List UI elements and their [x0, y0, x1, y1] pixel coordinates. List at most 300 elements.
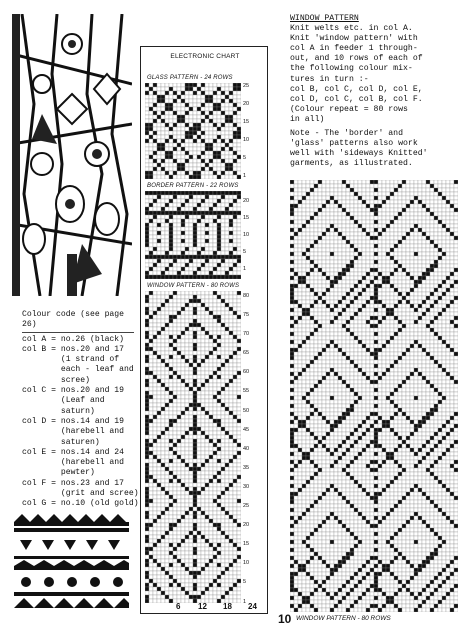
grid-cell [169, 435, 173, 439]
grid-cell [177, 591, 181, 595]
grid-cell [185, 527, 189, 531]
grid-cell [169, 211, 173, 215]
grid-cell [442, 196, 446, 200]
grid-cell [165, 263, 169, 267]
grid-cell [205, 99, 209, 103]
grid-cell [338, 272, 342, 276]
grid-cell [422, 256, 426, 260]
grid-cell [422, 316, 426, 320]
grid-cell [229, 275, 233, 279]
grid-cell [149, 435, 153, 439]
grid-cell [225, 211, 229, 215]
grid-cell [209, 511, 213, 515]
grid-cell [446, 220, 450, 224]
grid-cell [217, 463, 221, 467]
grid-cell [237, 403, 241, 407]
grid-cell [169, 479, 173, 483]
grid-cell [165, 83, 169, 87]
grid-cell [318, 204, 322, 208]
grid-cell [197, 411, 201, 415]
grid-cell [290, 240, 294, 244]
grid-cell [145, 267, 149, 271]
grid-cell [434, 312, 438, 316]
grid-cell [169, 467, 173, 471]
grid-cell [185, 543, 189, 547]
grid-cell [201, 431, 205, 435]
grid-cell [450, 352, 454, 356]
grid-cell [318, 300, 322, 304]
grid-cell [290, 236, 294, 240]
grid-cell [193, 87, 197, 91]
grid-cell [165, 207, 169, 211]
grid-cell [418, 220, 422, 224]
grid-cell [169, 91, 173, 95]
grid-cell [145, 383, 149, 387]
grid-cell [334, 192, 338, 196]
grid-cell [358, 228, 362, 232]
grid-cell [161, 383, 165, 387]
grid-cell [165, 539, 169, 543]
grid-cell [197, 567, 201, 571]
grid-cell [185, 551, 189, 555]
grid-cell [177, 335, 181, 339]
grid-cell [181, 511, 185, 515]
grid-cell [442, 336, 446, 340]
grid-cell [201, 395, 205, 399]
grid-cell [450, 236, 454, 240]
grid-cell [225, 151, 229, 155]
grid-cell [197, 563, 201, 567]
grid-cell [197, 247, 201, 251]
grid-cell [193, 503, 197, 507]
grid-cell [157, 227, 161, 231]
grid-cell [189, 527, 193, 531]
grid-cell [442, 312, 446, 316]
grid-cell [338, 284, 342, 288]
grid-cell [165, 347, 169, 351]
grid-cell [213, 559, 217, 563]
grid-cell [338, 184, 342, 188]
grid-cell [442, 288, 446, 292]
grid-cell [386, 284, 390, 288]
grid-cell [173, 307, 177, 311]
grid-cell [410, 340, 414, 344]
grid-cell [205, 87, 209, 91]
grid-cell [450, 288, 454, 292]
grid-cell [209, 239, 213, 243]
grid-cell [209, 519, 213, 523]
grid-cell [217, 459, 221, 463]
grid-cell [149, 591, 153, 595]
grid-cell [165, 319, 169, 323]
grid-cell [189, 539, 193, 543]
grid-cell [197, 83, 201, 87]
grid-cell [298, 232, 302, 236]
grid-cell [209, 235, 213, 239]
grid-cell [298, 360, 302, 364]
grid-cell [322, 272, 326, 276]
grid-cell [394, 216, 398, 220]
grid-cell [442, 256, 446, 260]
grid-cell [173, 583, 177, 587]
grid-cell [334, 324, 338, 328]
grid-cell [237, 451, 241, 455]
grid-cell [310, 260, 314, 264]
grid-cell [217, 203, 221, 207]
grid-cell [149, 363, 153, 367]
grid-cell [390, 300, 394, 304]
grid-cell [201, 435, 205, 439]
grid-cell [181, 359, 185, 363]
grid-cell [145, 127, 149, 131]
grid-cell [213, 215, 217, 219]
grid-cell [237, 515, 241, 519]
grid-cell [173, 491, 177, 495]
grid-cell [209, 367, 213, 371]
grid-cell [398, 336, 402, 340]
grid-cell [189, 463, 193, 467]
grid-cell [290, 256, 294, 260]
grid-cell [334, 188, 338, 192]
grid-cell [169, 535, 173, 539]
grid-cell [394, 360, 398, 364]
grid-cell [209, 407, 213, 411]
grid-cell [169, 455, 173, 459]
grid-cell [177, 371, 181, 375]
note-line: well with 'sideways Knitted' [290, 149, 428, 159]
grid-cell [173, 579, 177, 583]
grid-cell [157, 95, 161, 99]
grid-cell [233, 163, 237, 167]
grid-cell [346, 280, 350, 284]
grid-cell [237, 83, 241, 87]
grid-cell [402, 248, 406, 252]
grid-cell [209, 103, 213, 107]
grid-cell [189, 203, 193, 207]
grid-cell [306, 204, 310, 208]
grid-cell [370, 292, 374, 296]
grid-cell [161, 143, 165, 147]
grid-cell [406, 352, 410, 356]
grid-cell [454, 248, 458, 252]
grid-cell [189, 579, 193, 583]
grid-cell [358, 324, 362, 328]
grid-cell [153, 479, 157, 483]
grid-cell [149, 595, 153, 599]
grid-cell [233, 591, 237, 595]
grid-cell [302, 360, 306, 364]
grid-cell [213, 259, 217, 263]
grid-cell [213, 487, 217, 491]
grid-cell [229, 271, 233, 275]
grid-cell [338, 356, 342, 360]
grid-cell [378, 308, 382, 312]
grid-cell [366, 228, 370, 232]
grid-cell [233, 451, 237, 455]
grid-cell [173, 435, 177, 439]
grid-cell [145, 167, 149, 171]
grid-cell [350, 340, 354, 344]
grid-cell [233, 267, 237, 271]
grid-cell [213, 419, 217, 423]
grid-cell [197, 379, 201, 383]
grid-cell [173, 571, 177, 575]
grid-cell [406, 264, 410, 268]
grid-cell [173, 407, 177, 411]
grid-cell [185, 315, 189, 319]
grid-cell [346, 204, 350, 208]
grid-cell [366, 340, 370, 344]
grid-cell [326, 280, 330, 284]
grid-cell [213, 551, 217, 555]
grid-cell [322, 328, 326, 332]
window-tick: 55 [243, 388, 250, 395]
grid-cell [438, 320, 442, 324]
grid-cell [290, 320, 294, 324]
grid-cell [342, 212, 346, 216]
grid-cell [410, 324, 414, 328]
grid-cell [302, 260, 306, 264]
grid-cell [217, 303, 221, 307]
grid-cell [229, 431, 233, 435]
grid-cell [390, 348, 394, 352]
grid-cell [310, 356, 314, 360]
grid-cell [237, 383, 241, 387]
grid-cell [350, 360, 354, 364]
grid-cell [145, 487, 149, 491]
grid-cell [177, 299, 181, 303]
grid-cell [169, 135, 173, 139]
grid-cell [310, 232, 314, 236]
grid-cell [217, 539, 221, 543]
grid-cell [330, 292, 334, 296]
grid-cell [173, 203, 177, 207]
grid-cell [350, 184, 354, 188]
grid-cell [193, 411, 197, 415]
grid-cell [189, 163, 193, 167]
grid-cell [414, 184, 418, 188]
grid-cell [201, 511, 205, 515]
grid-cell [390, 352, 394, 356]
grid-cell [382, 300, 386, 304]
grid-cell [350, 280, 354, 284]
grid-cell [446, 280, 450, 284]
grid-cell [418, 212, 422, 216]
grid-cell [390, 252, 394, 256]
grid-cell [346, 332, 350, 336]
grid-cell [306, 324, 310, 328]
grid-cell [370, 300, 374, 304]
grid-cell [197, 383, 201, 387]
grid-cell [346, 340, 350, 344]
grid-cell [201, 359, 205, 363]
grid-cell [197, 403, 201, 407]
grid-cell [430, 252, 434, 256]
grid-cell [165, 135, 169, 139]
grid-cell [217, 483, 221, 487]
grid-cell [350, 216, 354, 220]
grid-cell [322, 196, 326, 200]
grid-cell [197, 587, 201, 591]
grid-cell [209, 595, 213, 599]
grid-cell [217, 243, 221, 247]
grid-cell [221, 391, 225, 395]
grid-cell [201, 355, 205, 359]
grid-cell [322, 280, 326, 284]
grid-cell [454, 296, 458, 300]
grid-cell [197, 375, 201, 379]
grid-cell [161, 567, 165, 571]
grid-cell [418, 360, 422, 364]
grid-cell [161, 131, 165, 135]
grid-cell [306, 364, 310, 368]
grid-cell [213, 567, 217, 571]
grid-cell [165, 507, 169, 511]
grid-cell [450, 292, 454, 296]
grid-cell [342, 192, 346, 196]
grid-cell [378, 360, 382, 364]
grid-cell [205, 579, 209, 583]
grid-cell [237, 555, 241, 559]
grid-cell [298, 292, 302, 296]
grid-cell [217, 587, 221, 591]
grid-cell [438, 312, 442, 316]
grid-cell [169, 95, 173, 99]
grid-cell [358, 312, 362, 316]
grid-cell [185, 319, 189, 323]
grid-cell [378, 344, 382, 348]
grid-cell [290, 228, 294, 232]
grid-cell [233, 495, 237, 499]
colour-code-line: col F = nos.23 and 17 [22, 478, 124, 488]
grid-cell [233, 331, 237, 335]
grid-cell [302, 296, 306, 300]
grid-cell [454, 292, 458, 296]
grid-cell [205, 251, 209, 255]
grid-cell [189, 555, 193, 559]
grid-cell [233, 123, 237, 127]
grid-cell [237, 399, 241, 403]
grid-cell [161, 503, 165, 507]
grid-cell [189, 351, 193, 355]
grid-cell [193, 227, 197, 231]
grid-cell [330, 200, 334, 204]
grid-cell [165, 255, 169, 259]
grid-cell [225, 547, 229, 551]
grid-cell [193, 463, 197, 467]
grid-cell [177, 195, 181, 199]
grid-cell [145, 327, 149, 331]
grid-cell [217, 275, 221, 279]
grid-cell [398, 232, 402, 236]
grid-cell [233, 579, 237, 583]
grid-cell [173, 91, 177, 95]
grid-cell [450, 240, 454, 244]
grid-cell [402, 324, 406, 328]
grid-cell [418, 324, 422, 328]
grid-cell [185, 139, 189, 143]
grid-cell [334, 352, 338, 356]
grid-cell [310, 276, 314, 280]
grid-cell [181, 251, 185, 255]
grid-cell [205, 335, 209, 339]
grid-cell [406, 180, 410, 184]
grid-cell [366, 192, 370, 196]
grid-cell [394, 336, 398, 340]
grid-cell [193, 115, 197, 119]
grid-cell [181, 227, 185, 231]
grid-cell [185, 103, 189, 107]
grid-cell [350, 320, 354, 324]
grid-cell [161, 351, 165, 355]
grid-cell [294, 288, 298, 292]
grid-cell [217, 299, 221, 303]
grid-cell [346, 316, 350, 320]
grid-cell [306, 292, 310, 296]
grid-cell [237, 119, 241, 123]
grid-cell [322, 212, 326, 216]
grid-cell [237, 327, 241, 331]
grid-cell [193, 527, 197, 531]
grid-cell [161, 523, 165, 527]
grid-cell [229, 323, 233, 327]
grid-cell [298, 260, 302, 264]
grid-cell [193, 355, 197, 359]
grid-cell [378, 192, 382, 196]
grid-cell [294, 204, 298, 208]
grid-cell [225, 427, 229, 431]
grid-cell [406, 244, 410, 248]
grid-cell [221, 531, 225, 535]
grid-cell [217, 347, 221, 351]
grid-cell [205, 83, 209, 87]
grid-cell [161, 491, 165, 495]
grid-cell [378, 324, 382, 328]
grid-cell [157, 459, 161, 463]
grid-cell [233, 587, 237, 591]
grid-cell [193, 535, 197, 539]
grid-cell [221, 359, 225, 363]
grid-cell [225, 595, 229, 599]
grid-cell [165, 139, 169, 143]
grid-cell [169, 419, 173, 423]
grid-cell [209, 223, 213, 227]
grid-cell [169, 599, 173, 603]
grid-cell [217, 383, 221, 387]
grid-cell [145, 303, 149, 307]
grid-cell [390, 344, 394, 348]
grid-cell [209, 439, 213, 443]
grid-cell [370, 268, 374, 272]
grid-cell [410, 180, 414, 184]
grid-cell [149, 455, 153, 459]
grid-cell [221, 583, 225, 587]
grid-cell [189, 531, 193, 535]
grid-cell [446, 352, 450, 356]
grid-cell [326, 308, 330, 312]
grid-cell [217, 403, 221, 407]
grid-cell [310, 332, 314, 336]
grid-cell [314, 288, 318, 292]
grid-cell [302, 220, 306, 224]
grid-cell [153, 587, 157, 591]
grid-cell [422, 296, 426, 300]
grid-cell [201, 387, 205, 391]
grid-cell [237, 379, 241, 383]
grid-cell [193, 539, 197, 543]
grid-cell [298, 288, 302, 292]
grid-cell [149, 475, 153, 479]
